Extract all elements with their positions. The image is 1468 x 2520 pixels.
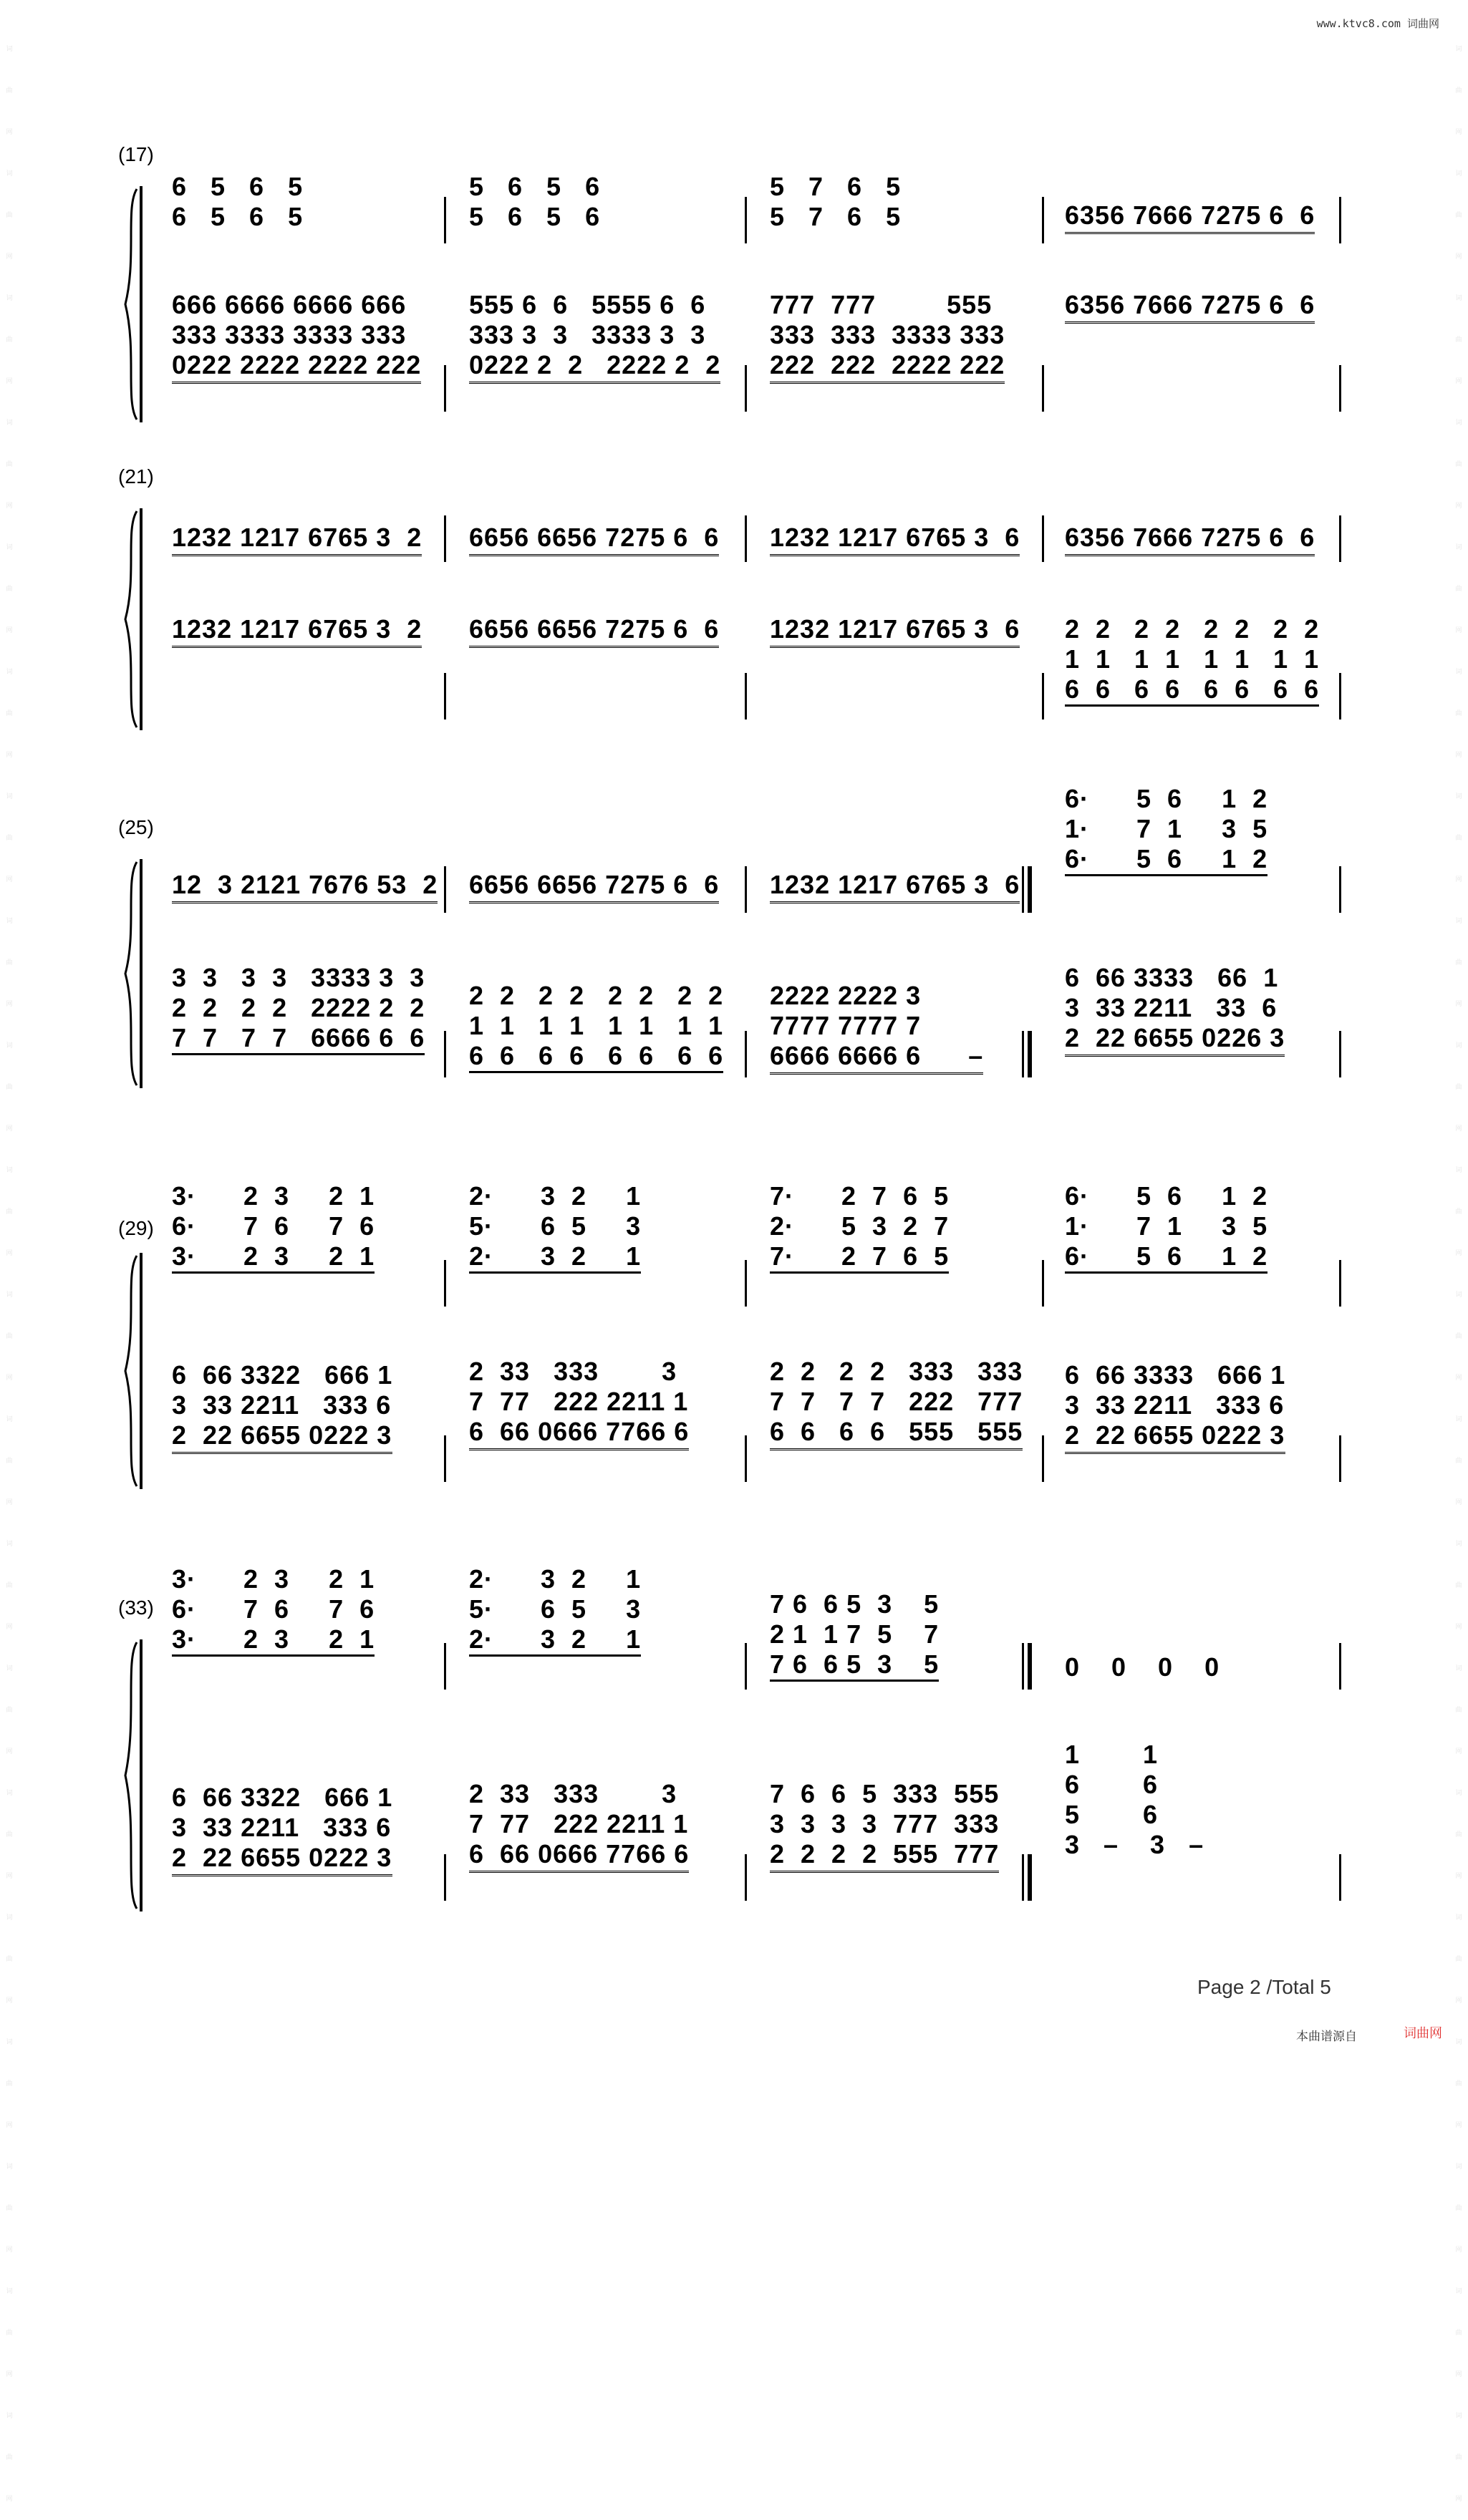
lower-measure [469,981,723,1073]
note-row: 333 333 3333 333 [770,320,1005,349]
barline [444,515,446,562]
note-row: 3· 2 3 2 1 [172,1564,375,1594]
note-row: 6 66 0666 7766 6 [469,1839,689,1873]
note-row: 6 66 3322 666 1 [172,1360,393,1390]
note-row: 1· 7 1 3 5 [1065,814,1268,843]
measure-number: (25) [118,816,154,838]
barline [444,197,446,243]
upper-measure [1065,1181,1267,1274]
lower-measure [770,1357,1023,1450]
rest-row: 0 0 0 0 [1065,1652,1220,1682]
note-row: 2 33 333 3 [469,1779,677,1808]
note-row: 6 66 0666 7766 6 [469,1417,689,1450]
barline [1339,1260,1341,1307]
note-row: 666 6666 6666 666 [172,290,407,319]
repeat-sign-end [1022,1854,1036,1901]
note-row: 6356 7666 7275 6 6 [1065,290,1315,324]
note-row: 0222 2 2 2222 2 2 [469,350,720,384]
barline [745,1260,747,1307]
note-row: 3 33 2211 333 6 [1065,1390,1285,1420]
note-row: 1232 1217 6765 3 6 [770,870,1020,903]
note-row: 6356 7666 7275 6 6 [1065,523,1315,556]
note-row: 2 22 6655 0222 3 [172,1420,392,1454]
note-row: 2 22 6655 0222 3 [172,1843,392,1876]
upper-measure [469,523,719,556]
lower-measure [172,290,421,384]
note-row: 7 6 6 5 333 555 [770,1779,1000,1808]
repeat-sign-start [1022,866,1036,913]
note-row: 7· 2 7 6 5 [770,1181,950,1211]
brace-icon [118,1253,140,1489]
upper-measure [1065,523,1315,556]
site-logo: 词曲网 [1404,2026,1442,2041]
page-indicator: Page 2 /Total 5 [1197,1976,1331,1998]
barline [1339,866,1341,913]
side-watermark-left: 词曲网词曲网词曲网词曲网词曲网词曲网词曲网词曲网词曲网词曲网词曲网词曲网词曲网词曲网词曲网词曲网词曲网词曲网词曲网词曲网 [6,46,13,2503]
note-row: 7 7 7 7 6666 6 6 [172,1023,425,1055]
upper-measure [172,870,438,903]
brace-icon [118,1639,140,1911]
lower-measure [172,963,425,1055]
lower-measure [172,1783,392,1876]
note-row: 1 1 1 1 1 1 1 1 [469,1011,724,1040]
note-row: 7777 7777 7 [770,1011,922,1040]
upper-measure [770,1181,949,1274]
lower-measure [770,614,1020,648]
note-row: 3 – 3 – [1065,1830,1204,1859]
note-row: 6· 5 6 1 2 [1065,1181,1268,1211]
lower-measure [1065,1740,1204,1860]
upper-measure [1065,1652,1220,1682]
upper-measure [770,523,1020,556]
measure-number: (29) [118,1217,154,1239]
barline [745,197,747,243]
barline [444,1643,446,1690]
note-row: 6 66 3333 666 1 [1065,1360,1286,1390]
note-row: 6· 5 6 1 2 [1065,1241,1267,1274]
repeat-sign-end [1022,1643,1036,1690]
note-row: 7 77 222 2211 1 [469,1809,689,1838]
system-33 [118,1554,1350,1933]
note-row: 7 7 7 7 222 777 [770,1387,1023,1416]
note-row: 0222 2222 2222 222 [172,350,421,384]
note-row: 6666 6666 6 – [770,1041,983,1075]
upper-measure [172,1181,375,1274]
note-row: 333 3333 3333 333 [172,320,407,349]
lower-measure [469,1779,689,1873]
note-row: 1232 1217 6765 3 6 [770,614,1020,648]
note-row: 7· 2 7 6 5 [770,1241,949,1274]
barline [745,1435,747,1482]
note-row: 2· 3 2 1 [469,1181,642,1211]
note-row: 1232 1217 6765 3 6 [770,523,1020,556]
barline [1042,515,1044,562]
barline [444,1854,446,1901]
brace-icon [118,186,140,422]
note-row: 2 2 2 2 555 777 [770,1839,999,1873]
system-25 [118,780,1350,1095]
system-17 [118,143,1350,430]
note-row: 3· 2 3 2 1 [172,1241,375,1274]
upper-measure [469,172,600,232]
barline [444,1260,446,1307]
note-row: 1 1 1 1 1 1 1 1 [1065,644,1320,674]
lower-measure [770,981,983,1075]
note-row: 222 222 2222 222 [770,350,1005,384]
upper-measure [172,1564,375,1657]
measure-number: (33) [118,1596,154,1619]
upper-measure [770,1589,939,1682]
lower-measure [770,290,1005,384]
brace-icon [118,508,140,730]
system-left-line [140,508,143,730]
lower-measure [469,1357,689,1450]
note-row: 1· 7 1 3 5 [1065,1211,1268,1241]
barline [745,365,747,412]
note-row: 2· 3 2 1 [469,1624,641,1657]
note-row: 6· 7 6 7 6 [172,1211,375,1241]
source-note: 本曲谱源自 [1296,2030,1357,2044]
note-row: 333 3 3 3333 3 3 [469,320,706,349]
lower-measure [1065,1360,1285,1454]
lower-measure [1065,963,1285,1057]
note-row: 2 2 2 2 2 2 2 2 [1065,614,1320,644]
note-row: 6 6 [1065,1770,1159,1799]
lower-measure [172,614,422,648]
note-row: 555 6 6 5555 6 6 [469,290,706,319]
barline [745,1643,747,1690]
note-row: 5 6 5 6 [469,202,601,231]
upper-measure [770,172,901,232]
note-row: 6· 5 6 1 2 [1065,784,1268,813]
site-header: www.ktvc8.com 词曲网 [1316,17,1439,30]
barline [1339,1854,1341,1901]
note-row: 3 3 3 3 777 333 [770,1809,1000,1838]
note-row: 2 1 1 7 5 7 [770,1619,940,1649]
note-row: 6656 6656 7275 6 6 [469,870,719,903]
barline [745,1031,747,1077]
barline [1042,197,1044,243]
note-row: 5 6 [1065,1800,1159,1829]
barline [444,673,446,719]
note-row: 2 22 6655 0226 3 [1065,1023,1285,1057]
barline [444,365,446,412]
note-row: 6· 5 6 1 2 [1065,844,1267,876]
barline [1339,1435,1341,1482]
note-row: 6 6 6 6 6 6 6 6 [1065,674,1319,707]
system-left-line [140,1639,143,1911]
barline [1339,1031,1341,1077]
upper-measure [172,172,303,232]
lower-measure [1065,290,1315,324]
repeat-sign-start [1022,1031,1036,1077]
barline [745,515,747,562]
barline [444,1435,446,1482]
upper-measure [770,870,1020,903]
upper-measure [469,1181,641,1274]
system-21 [118,465,1350,737]
brace-icon [118,859,140,1088]
note-row: 6656 6656 7275 6 6 [469,523,719,556]
lower-measure [1065,614,1319,707]
barline [1042,1435,1044,1482]
note-row: 6356 7666 7275 6 6 [1065,200,1315,234]
note-row: 2 2 2 2 333 333 [770,1357,1023,1386]
note-row: 5· 6 5 3 [469,1211,642,1241]
note-row: 2 2 2 2 2222 2 2 [172,993,425,1022]
note-row: 5 7 6 5 [770,202,902,231]
upper-measure [172,523,422,556]
note-row: 3 33 2211 333 6 [172,1813,392,1842]
barline [1339,1643,1341,1690]
measure-number: (17) [118,143,154,165]
note-row: 5· 6 5 3 [469,1594,642,1624]
barline [1042,1260,1044,1307]
note-row: 6 5 6 5 [172,172,304,201]
lower-measure [469,290,720,384]
note-row: 6 66 3333 66 1 [1065,963,1279,992]
lower-measure [469,614,719,648]
barline [1339,365,1341,412]
barline [1042,673,1044,719]
note-row: 7 6 6 5 3 5 [770,1589,940,1619]
side-watermark-right: 词曲网词曲网词曲网词曲网词曲网词曲网词曲网词曲网词曲网词曲网词曲网词曲网词曲网词曲网词曲网词曲网词曲网词曲网词曲网词曲网 [1455,46,1462,2503]
barline [1042,365,1044,412]
barline [444,866,446,913]
note-row: 1 1 [1065,1740,1159,1769]
note-row: 2 22 6655 0222 3 [1065,1420,1285,1454]
lower-measure [172,1360,392,1454]
note-row: 2· 5 3 2 7 [770,1211,950,1241]
barline [444,1031,446,1077]
note-row: 3 3 3 3 3333 3 3 [172,963,425,992]
note-row: 2· 3 2 1 [469,1241,641,1274]
note-row: 7 6 6 5 3 5 [770,1649,939,1682]
barline [745,866,747,913]
barline [1339,673,1341,719]
note-row: 3· 2 3 2 1 [172,1624,375,1657]
upper-measure [1065,200,1315,234]
note-row: 1232 1217 6765 3 2 [172,614,422,648]
note-row: 6 6 6 6 555 555 [770,1417,1023,1450]
note-row: 6 66 3322 666 1 [172,1783,393,1812]
note-row: 7 77 222 2211 1 [469,1387,689,1416]
note-row: 6· 7 6 7 6 [172,1594,375,1624]
note-row: 5 6 5 6 [469,172,601,201]
note-row: 12 3 2121 7676 53 2 [172,870,438,903]
upper-measure [469,1564,641,1657]
note-row: 2· 3 2 1 [469,1564,642,1594]
system-left-line [140,859,143,1088]
note-row: 6656 6656 7275 6 6 [469,614,719,648]
note-row: 3· 2 3 2 1 [172,1181,375,1211]
note-row: 3 33 2211 33 6 [1065,993,1278,1022]
note-row: 6 6 6 6 6 6 6 6 [469,1041,723,1073]
note-row: 777 777 555 [770,290,993,319]
note-row: 1232 1217 6765 3 2 [172,523,422,556]
note-row: 3 33 2211 333 6 [172,1390,392,1420]
barline [745,1854,747,1901]
system-left-line [140,186,143,422]
measure-number: (21) [118,465,154,488]
barline [1339,515,1341,562]
lower-measure [770,1779,999,1873]
note-row: 2222 2222 3 [770,981,922,1010]
note-row: 5 7 6 5 [770,172,902,201]
barline [1339,197,1341,243]
note-row: 2 33 333 3 [469,1357,677,1386]
upper-measure [469,870,719,903]
system-left-line [140,1253,143,1489]
system-29 [118,1160,1350,1496]
note-row: 2 2 2 2 2 2 2 2 [469,981,724,1010]
note-row: 6 5 6 5 [172,202,304,231]
barline [745,673,747,719]
upper-measure [1065,784,1267,876]
